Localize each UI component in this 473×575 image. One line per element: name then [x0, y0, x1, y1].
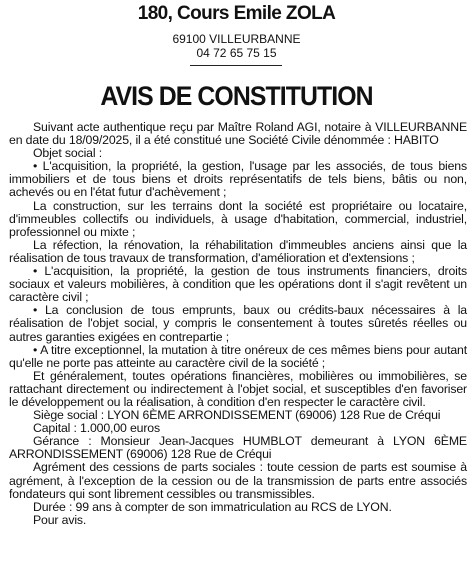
notice-paragraph-capital: Capital : 1.000,00 euros [33, 421, 160, 436]
notice-paragraph-duree: Durée : 99 ans à compter de son immatriculation au RCS de LYON. [33, 499, 392, 514]
notice-paragraph-agrement: Agrément des cessions de parts sociales : toute cession de parts est soumise à agrément, à l'exception de la cession ou de la transmission de parts entre associés fondateurs qui sont librement cessibles ou transmissibles. [9, 460, 467, 501]
notice-paragraph-mutation: • A titre exceptionnel, la mutation à titre onéreux de ces mêmes biens pour autant qu'elle ne porte pas atteinte au caractère civil de la société ; [9, 342, 467, 370]
notice-paragraph-instruments: • L'acquisition, la propriété, la gestion de tous instruments financiers, droits sociaux et valeurs mobilières, à condition que les opérations dont il s'agit revêtent un caractère civil ; [9, 264, 467, 305]
notice-paragraph-pour-avis: Pour avis. [33, 512, 87, 527]
office-address-street: 180, Cours Emile ZOLA [137, 3, 336, 24]
notice-paragraph-refection: La réfection, la rénovation, la réhabilitation d'immeubles anciens ainsi que la réalisation de tous travaux de transformation, d'amélioration et d'extensions ; [9, 237, 467, 265]
notice-paragraph-deed: Suivant acte authentique reçu par Maître Roland AGI, notaire à VILLEURBANNE en date du 18/09/2025, il a été constitué une Société Civile dénommée : HABITO [9, 120, 467, 148]
notice-paragraph-objet-acquisition: • L'acquisition, la propriété, la gestion, l'usage par les associés, de tous biens immobiliers et de tous biens et droits représentatifs de tels biens, bâtis ou non, achevés ou en l'état futur d'achèvement ; [9, 159, 467, 200]
notice-body [9, 121, 467, 527]
notice-paragraph-gerance: Gérance : Monsieur Jean-Jacques HUMBLOT demeurant à LYON 6ÈME ARRONDISSEMENT (69006) 128 Rue de Créqui [9, 434, 467, 462]
notice-paragraph-emprunts: • La conclusion de tous emprunts, baux ou crédits-baux nécessaires à la réalisation de l'objet social, y compris le consentement à toutes sûretés réelles ou autres garanties exigées en contrepartie ; [9, 303, 467, 344]
notice-paragraph-general: Et généralement, toutes opérations financières, mobilières ou immobilières, se rattachant directement ou indirectement à l'objet social, et susceptibles d'en favoriser le développement ou la réalisation, à condition d'en respecter le caractère civil. [9, 368, 467, 409]
notice-paragraph-siege: Siège social : LYON 6ÈME ARRONDISSEMENT (69006) 128 Rue de Créqui [33, 408, 441, 423]
notice-paragraph-objet-heading: Objet social : [33, 146, 102, 161]
notice-title: AVIS DE CONSTITUTION [100, 81, 373, 111]
header-divider [190, 65, 282, 66]
office-address-city: 69100 VILLEURBANNE [172, 32, 301, 46]
office-phone: 04 72 65 75 15 [196, 46, 277, 60]
notice-paragraph-construction: La construction, sur les terrains dont la société est propriétaire ou locataire, d'immeubles collectifs ou individuels, à usage d'habitation, commercial, industriel, professionnel ou mixte ; [9, 198, 467, 239]
